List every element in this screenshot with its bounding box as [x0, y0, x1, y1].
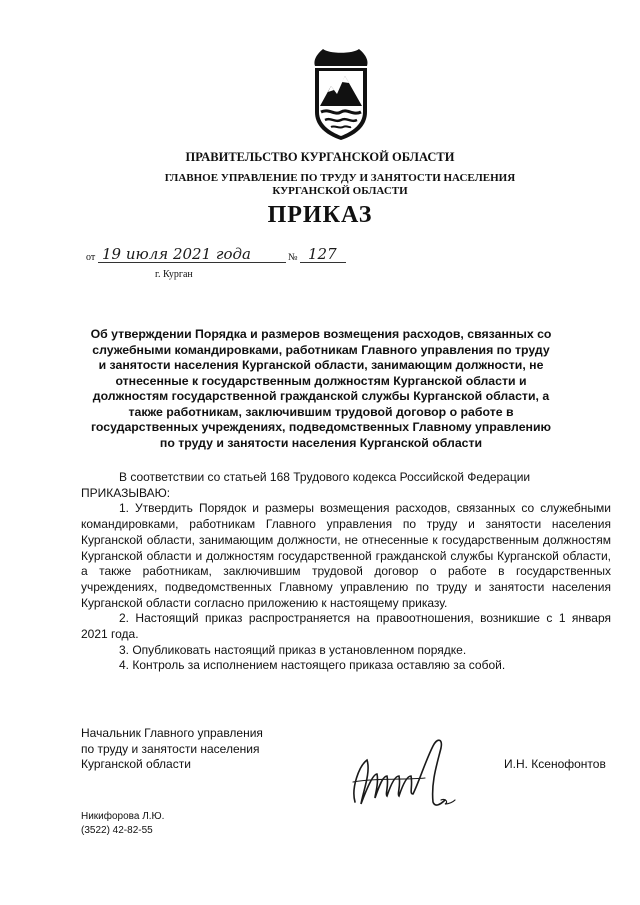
- department-name: ГЛАВНОЕ УПРАВЛЕНИЕ ПО ТРУДУ И ЗАНЯТОСТИ НАСЕЛЕНИЯ КУРГАНСКОЙ ОБЛАСТИ: [164, 172, 516, 197]
- executor-name: Никифорова Л.Ю.: [81, 811, 165, 822]
- date-number-line: [86, 247, 386, 269]
- document-body: [81, 470, 611, 674]
- order-item-1: 1. Утвердить Порядок и размеры возмещения расходов, связанных со служебными командировками, работникам Главного управления по труду и занятости населения Курганской области, занимающим должности, не отнесенные к государственным должностям Курганской области и должностям государственной гражданской службы Курганской области, а также работникам, заключившим трудовой договор о работе в государственных учреждениях, подведомственных Главному управлению по труду и занятости населения Курганской области согласно приложению к настоящему приказу.: [81, 501, 611, 610]
- order-item-4: 4. Контроль за исполнением настоящего приказа оставляю за собой.: [119, 658, 506, 673]
- coat-of-arms-emblem: [309, 46, 373, 142]
- preamble-paragraph: В соответствии со статьей 168 Трудового кодекса Российской Федерации: [119, 470, 531, 484]
- date-prefix: от: [86, 252, 96, 263]
- signer-name: И.Н. Ксенофонтов: [504, 757, 606, 771]
- handwritten-date: 19 июля 2021 года: [102, 245, 251, 263]
- position-line-2: по труду и занятости населения: [81, 741, 260, 756]
- document-type-heading: ПРИКАЗ: [267, 202, 373, 228]
- position-line-1: Начальник Главного управления: [81, 726, 263, 740]
- executor-info: [81, 810, 164, 838]
- government-name: ПРАВИТЕЛЬСТВО КУРГАНСКОЙ ОБЛАСТИ: [185, 150, 455, 164]
- executor-phone: (3522) 42-82-55: [81, 825, 153, 836]
- position-line-3: Курганской области: [81, 757, 191, 771]
- signatory-position: [81, 726, 263, 773]
- order-word: ПРИКАЗЫВАЮ:: [81, 485, 171, 500]
- order-item-3: 3. Опубликовать настоящий приказ в установленном порядке.: [119, 642, 467, 657]
- order-item-2: 2. Настоящий приказ распространяется на правоотношения, возникшие с 1 января 2021 года.: [81, 611, 611, 642]
- number-prefix: №: [288, 252, 298, 263]
- handwritten-signature: [345, 732, 460, 812]
- handwritten-number: 127: [308, 245, 337, 263]
- city-label: г. Курган: [155, 269, 193, 280]
- document-title: Об утверждении Порядка и размеров возмещения расходов, связанных со служебными командировками, работникам Главного управления по труду и занятости населения Курганской области, занимающим должности, не отнесенные к государственным должностям Курганской области и должностям государственной гражданской службы Курганской области, а также работникам, заключившим трудовой договор о работе в государственных учреждениях, подведомственных Главному управлению по труду и занятости населения Курганской области: [90, 327, 552, 450]
